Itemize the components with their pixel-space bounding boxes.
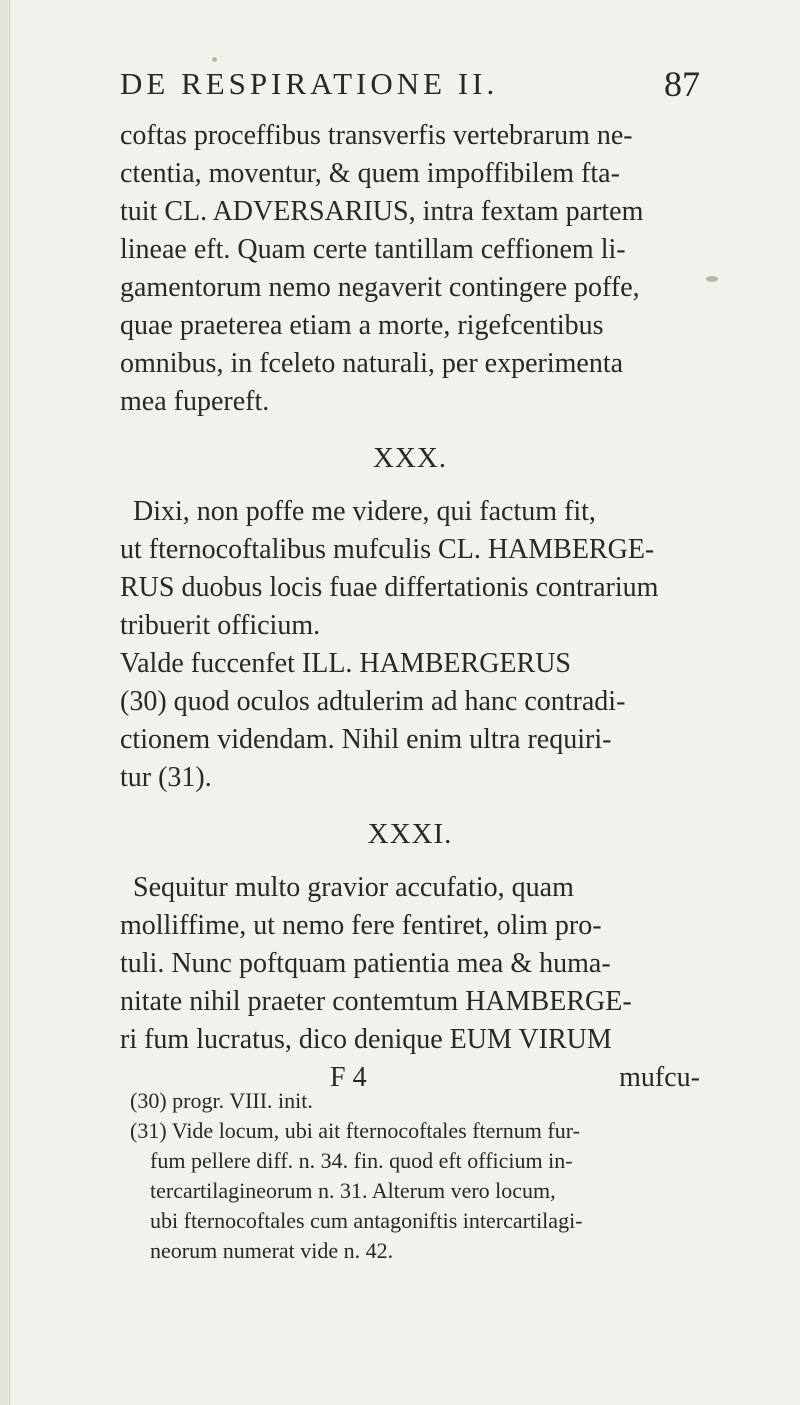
text-line: tur (31).: [120, 762, 212, 793]
footnote-31-line: tercartilagineorum n. 31. Alterum vero locum,: [150, 1178, 556, 1203]
page-header: [120, 62, 700, 106]
text-line: ri fum lucratus, dico denique EUM VIRUM: [120, 1024, 612, 1055]
footnote-31-line: fum pellere diff. n. 34. fin. quod eft officium in-: [150, 1148, 573, 1173]
text-line: Sequitur multo gravior accufatio, quam: [133, 872, 574, 903]
text-line: omnibus, in fceleto naturali, per experimenta: [120, 348, 624, 379]
gutter-line: [9, 0, 10, 1405]
text-line: ctionem videndam. Nihil enim ultra requiri-: [120, 724, 612, 755]
text-line: Dixi, non poffe me videre, qui factum fit,: [133, 496, 596, 527]
catchword: mufcu-: [619, 1062, 700, 1093]
footnote-31-line: ubi fternocoftales cum antagoniftis intercartilagi-: [150, 1208, 583, 1233]
ink-speck: [706, 276, 718, 282]
text-line: Valde fuccenfet ILL. HAMBERGERUS: [120, 648, 572, 679]
text-line: nitate nihil praeter contemtum HAMBERGE-: [120, 986, 632, 1017]
text-line: coftas proceffibus transverfis vertebrarum ne-: [120, 120, 633, 151]
section-heading-xxx: XXX.: [372, 442, 448, 474]
text-line: mea fupereft.: [120, 386, 270, 417]
text-line: tuli. Nunc poftquam patientia mea & huma-: [120, 948, 611, 979]
page-gutter: [0, 0, 8, 1405]
text-line: tuit CL. ADVERSARIUS, intra fextam partem: [120, 196, 644, 227]
text-line: (30) quod oculos adtulerim ad hanc contradi-: [120, 686, 626, 717]
page-number: 87: [664, 64, 700, 104]
text-line: ctentia, moventur, & quem impoffibilem fta-: [120, 158, 620, 189]
text-line: gamentorum nemo negaverit contingere poffe,: [120, 272, 640, 303]
section-heading-xxxi: XXXI.: [367, 818, 453, 850]
text-line: molliffime, ut nemo fere fentiret, olim pro-: [120, 910, 602, 941]
signature-mark: F 4: [330, 1062, 367, 1093]
text-line: tribuerit officium.: [120, 610, 321, 641]
running-head: DE RESPIRATIONE II.: [120, 66, 499, 101]
text-line: lineae eft. Quam certe tantillam ceffionem li-: [120, 234, 626, 265]
footnote-31-line: (31) Vide locum, ubi ait fternocoftales fternum fur-: [130, 1118, 580, 1143]
text-line: quae praeterea etiam a morte, rigefcentibus: [120, 310, 604, 341]
footnotes: [130, 1086, 710, 1266]
footnote-31-line: neorum numerat vide n. 42.: [150, 1238, 394, 1263]
footnote-30: (30) progr. VIII. init.: [130, 1088, 313, 1113]
text-line: ut fternocoftalibus mufculis CL. HAMBERGE-: [120, 534, 655, 565]
ink-speck: [212, 57, 217, 62]
main-text: [120, 117, 700, 1097]
text-line: RUS duobus locis fuae differtationis contrarium: [120, 572, 659, 603]
